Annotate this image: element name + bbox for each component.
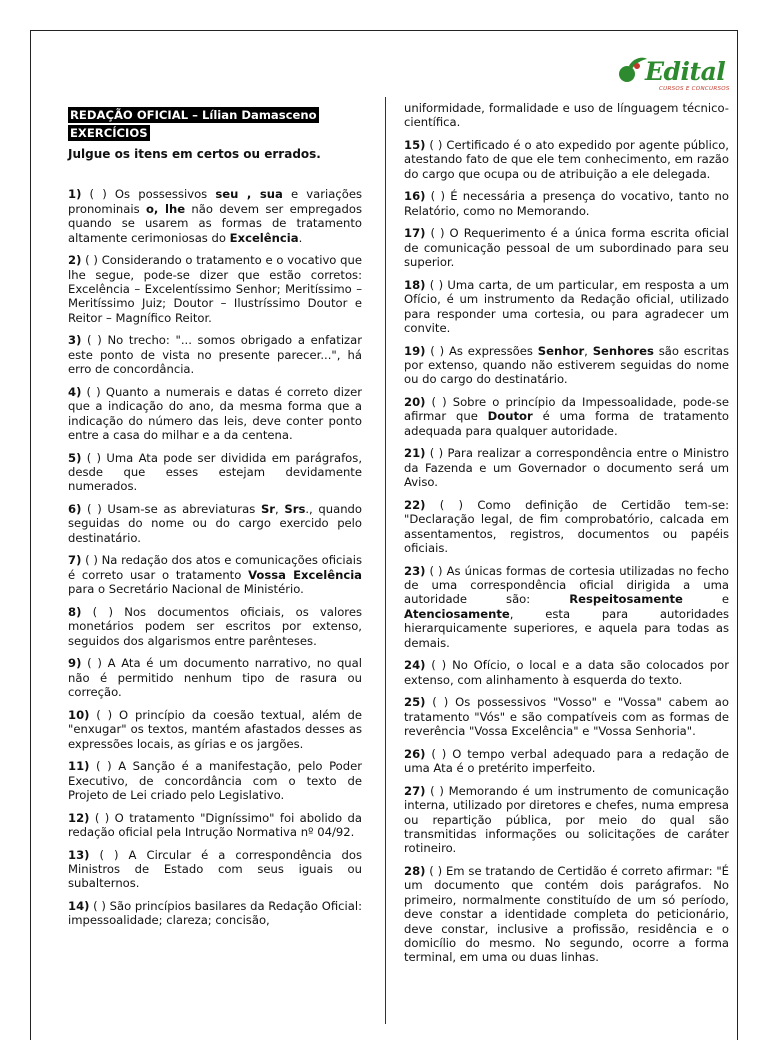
answer-blank[interactable]: ( ) [425, 563, 447, 578]
answer-blank[interactable]: ( ) [81, 604, 125, 619]
question-number: 1) [68, 187, 82, 202]
answer-blank[interactable]: ( ) [425, 863, 446, 878]
question-number: 18) [404, 277, 426, 292]
question-item [68, 385, 362, 443]
question-number: 4) [68, 384, 82, 399]
answer-blank[interactable]: ( ) [81, 656, 108, 671]
question-text: No Ofício, o local e a data são colocados por extenso, com alinhamento à esquerda do texto. [404, 658, 730, 687]
question-text: O Requerimento é a única forma escrita oficial de comunicação pessoal de um subordinado para seu superior. [404, 226, 729, 270]
question-number: 24) [404, 658, 426, 673]
question-item [68, 759, 362, 802]
column-divider [385, 97, 386, 1024]
doc-title: REDAÇÃO OFICIAL – Lílian Damasceno [70, 108, 317, 122]
question-item [404, 658, 729, 687]
answer-blank[interactable]: ( ) [89, 759, 119, 774]
question-item [68, 656, 362, 699]
question-number: 11) [68, 759, 90, 774]
question-text: As únicas formas de cortesia utilizadas no fecho de uma correspondência oficial dirigida a uma autoridade são: Respeitosamente e Atenciosamente, esta para autoridades hierarquicamente superiores, e aquela para todas as demais. [404, 563, 730, 650]
question-text: Certificado é o ato expedido por agente público, atestando fato de que ele tem conhecimento, em razão do cargo que ocupa ou de atribuição a ele delegada. [404, 138, 729, 181]
question-text: Sobre o princípio da Impessoalidade, pode-se afirmar que Doutor é uma forma de tratamento adequada para qualquer autoridade. [404, 395, 729, 438]
question-item [404, 446, 729, 489]
question-item [68, 605, 362, 648]
question-number: 9) [68, 656, 82, 671]
question-item [404, 747, 729, 776]
question-text: Usam-se as abreviaturas Sr, Srs., quando seguidas do nome ou do cargo exercido pelo destinatário. [68, 502, 363, 545]
question-number: 8) [68, 604, 82, 619]
answer-blank[interactable]: ( ) [89, 707, 120, 722]
question-item [404, 344, 729, 387]
question-text: O tempo verbal adequado para a redação de uma Ata é o pretérito imperfeito. [404, 746, 729, 776]
answer-blank[interactable]: ( ) [81, 553, 102, 568]
answer-blank[interactable]: ( ) [425, 695, 456, 710]
answer-blank[interactable]: ( ) [81, 384, 106, 399]
question-number: 2) [68, 253, 82, 268]
question-item [68, 553, 362, 596]
question-number: 14) [68, 898, 90, 913]
answer-blank[interactable]: ( ) [425, 277, 448, 292]
question-text: A Circular é a correspondência dos Ministros de Estado com seus iguais ou subalternos. [68, 847, 362, 891]
question-item [404, 138, 729, 181]
question-text: Memorando é um instrumento de comunicação interna, utilizado por diretores e chefes, numa empresa ou repartição pública, por meio do qual são transmitidas informações ou solicitações de caráter rotineiro. [404, 783, 729, 856]
question-item [404, 695, 729, 738]
logo-leaf-icon [615, 56, 649, 86]
question-item [404, 395, 729, 438]
question-item [68, 899, 362, 928]
question-number: 27) [404, 783, 426, 798]
question-number: 3) [68, 333, 82, 348]
edital-logo [615, 56, 730, 96]
question-item [68, 811, 362, 840]
question-text: O tratamento "Digníssimo" foi abolido da redação oficial pela Intrução Normativa nº 04/92. [68, 810, 362, 839]
question-text: As expressões Senhor, Senhores são escritas por extenso, quando não estiverem seguidas do nome ou do cargo do destinatário. [404, 343, 730, 387]
instruction: Julgue os itens em certos ou errados. [68, 147, 321, 161]
question-text: Para realizar a correspondência entre o Ministro da Fazenda e um Governador o documento será um Aviso. [404, 446, 729, 490]
answer-blank[interactable]: ( ) [425, 343, 449, 358]
answer-blank[interactable]: ( ) [89, 898, 110, 913]
answer-blank[interactable]: ( ) [425, 189, 451, 204]
answer-blank[interactable]: ( ) [89, 810, 115, 825]
question-number: 17) [404, 226, 426, 241]
question-text: Considerando o tratamento e o vocativo que lhe segue, pode-se dizer que estão corretos: Excelência – Excelentíssimo Senhor; Meritíssimo – Meritíssimo Juiz; Doutor – Ilustríssimo Doutor e Reitor – Magnífico Reitor. [68, 253, 362, 325]
answer-blank[interactable]: ( ) [425, 138, 447, 152]
question-item [68, 848, 362, 891]
answer-blank[interactable]: ( ) [425, 446, 448, 461]
question-item [68, 502, 362, 545]
question-item [404, 498, 729, 556]
question-text: A Sanção é a manifestação, pelo Poder Executivo, de concordância com o texto de Projeto de Lei criado pelo Legislativo. [68, 759, 362, 802]
question-number: 23) [404, 563, 426, 578]
answer-blank[interactable]: ( ) [81, 450, 107, 465]
question-text: O princípio da coesão textual, além de "enxugar" os textos, mantém afastados desses as expressões locais, as gírias e os jargões. [68, 707, 362, 751]
question-text: Nos documentos oficiais, os valores monetários podem ser escritos por extenso, seguidos dos algarismos entre parênteses. [68, 604, 362, 648]
question-item [404, 226, 729, 269]
question-number: 25) [404, 695, 426, 710]
question-number: 20) [404, 395, 426, 410]
question-text: Os possessivos seu , sua e variações pronominais o, lhe não devem ser empregados quando se usarem as formas de tratamento altamente cerimoniosas do Excelência. [68, 187, 362, 245]
question-number: 13) [68, 847, 90, 862]
question-number: 22) [404, 497, 426, 512]
question-item [404, 189, 729, 218]
question-item [68, 253, 362, 325]
question-text: São princípios basilares da Redação Oficial: impessoalidade; clareza; concisão, [68, 898, 362, 928]
question-number: 12) [68, 810, 90, 825]
question-item [404, 864, 729, 965]
question-item [68, 708, 362, 751]
answer-blank[interactable]: ( ) [81, 502, 108, 517]
question-item [404, 784, 729, 856]
answer-blank[interactable]: ( ) [81, 187, 115, 202]
question-text: No trecho: "... somos obrigado a enfatizar este ponto de vista no presente parecer...", há erro de concordância. [68, 333, 362, 377]
answer-blank[interactable]: ( ) [81, 253, 102, 268]
answer-blank[interactable]: ( ) [425, 783, 449, 798]
question-text: Na redação dos atos e comunicações oficiais é correto usar o tratamento Vossa Excelência para o Secretário Nacional de Ministério. [68, 553, 362, 597]
question-item [68, 451, 362, 494]
answer-blank[interactable]: ( ) [89, 847, 129, 862]
question-number: 28) [404, 863, 426, 878]
answer-blank[interactable]: ( ) [425, 746, 453, 761]
question-number: 26) [404, 746, 426, 761]
question-number: 10) [68, 707, 90, 722]
question-item [68, 187, 362, 245]
logo-tagline: CURSOS E CONCURSOS [659, 86, 730, 92]
right-column [404, 101, 729, 973]
left-column [68, 107, 362, 936]
question-text: Como definição de Certidão tem-se: "Declaração legal, de fim comprobatório, calcada em assentamentos, registros, documentos ou papéis oficiais. [404, 497, 729, 556]
question-number: 15) [404, 138, 426, 152]
question-number: 5) [68, 450, 82, 465]
item-14-continuation: uniformidade, formalidade e uso de línguagem técnico-científica. [404, 101, 729, 130]
question-number: 16) [404, 189, 426, 204]
answer-blank[interactable]: ( ) [425, 226, 450, 241]
question-text: Os possessivos "Vosso" e "Vossa" cabem ao tratamento "Vós" e são compatíveis com as formas de reverência "Vossa Excelência" e "Vossa Senhoria". [404, 695, 729, 739]
question-text: A Ata é um documento narrativo, no qual não é permitido nenhum tipo de rasura ou correção. [68, 656, 362, 700]
answer-blank[interactable]: ( ) [425, 658, 453, 673]
logo-wordmark: Edital [645, 57, 726, 86]
question-text: Quanto a numerais e datas é correto dizer que a indicação do ano, da mesma forma que a indicação do número das leis, deve conter ponto entre a casa do milhar e a da centena. [68, 384, 362, 443]
answer-blank[interactable]: ( ) [425, 395, 453, 410]
question-number: 6) [68, 502, 82, 517]
question-text: Uma carta, de um particular, em resposta a um Ofício, é um instrumento da Redação oficial, utilizado para responder uma cortesia, ou para agradecer um convite. [404, 277, 729, 336]
doc-subtitle: EXERCÍCIOS [70, 126, 148, 140]
question-text: É necessária a presença do vocativo, tanto no Relatório, como no Memorando. [404, 189, 729, 218]
answer-blank[interactable]: ( ) [81, 333, 108, 348]
question-text: Uma Ata pode ser dividida em parágrafos, desde que esses estejam devidamente numerados. [68, 450, 363, 494]
question-number: 21) [404, 446, 426, 461]
question-item [68, 333, 362, 376]
question-text: Em se tratando de Certidão é correto afirmar: "É um documento que contém dois parágrafos. No primeiro, normalmente constituído de um só período, deve constar a identidade completa do peticionário, deve constar, inclusive a profissão, residência e o domicílio do mesmo. No segundo, ocorre a forma terminal, em uma ou duas linhas. [404, 863, 729, 965]
question-number: 7) [68, 553, 82, 568]
question-item [404, 278, 729, 336]
question-item [404, 564, 729, 650]
question-number: 19) [404, 343, 426, 358]
answer-blank[interactable]: ( ) [425, 497, 478, 512]
